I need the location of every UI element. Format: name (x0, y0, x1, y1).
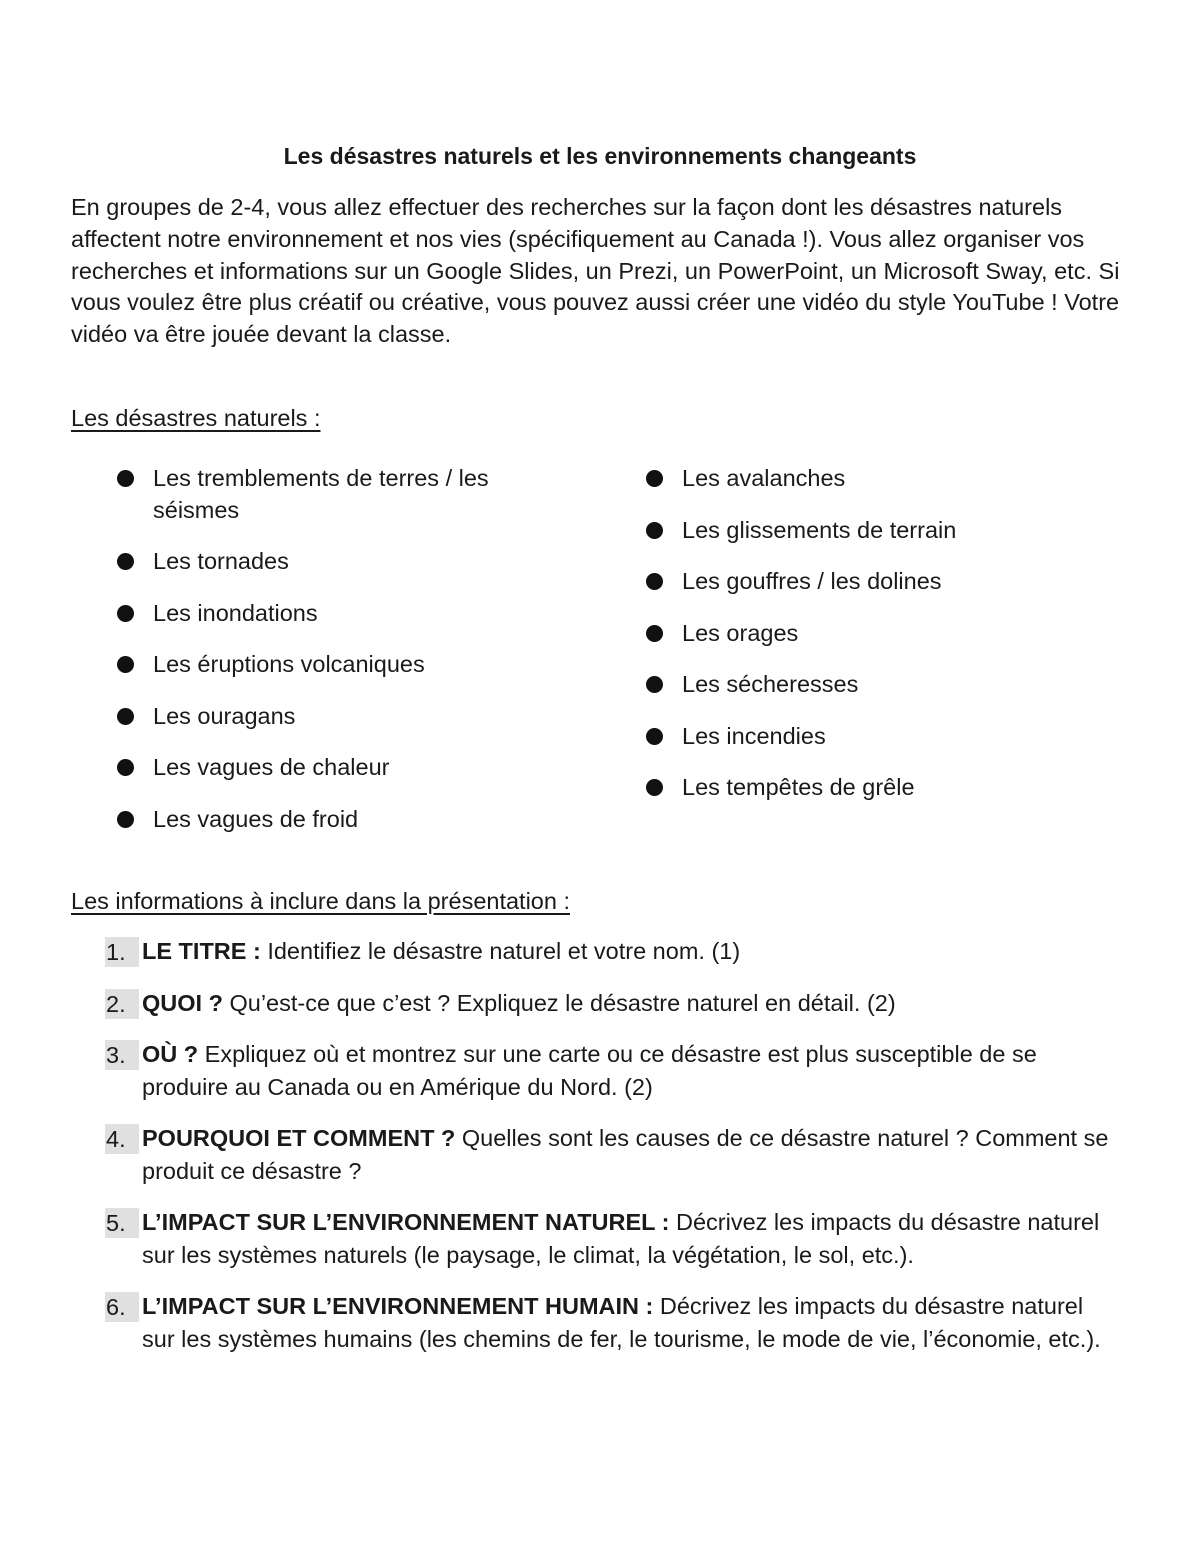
info-list (105, 935, 1115, 1355)
item-label: POURQUOI ET COMMENT ? (142, 1125, 456, 1151)
list-item-label: Les éruptions volcaniques (153, 651, 425, 677)
bullet-icon (646, 676, 663, 693)
bullet-icon (117, 811, 134, 828)
list-number: 6. (105, 1292, 139, 1322)
item-text: Qu’est-ce que c’est ? Expliquez le désastre naturel en détail. (2) (222, 989, 896, 1016)
item-text: Quelles sont les causes de ce désastre naturel ? Comment se produit ce désastre ? (142, 1125, 1109, 1184)
disasters-list-right (646, 462, 1086, 803)
list-item (105, 987, 1115, 1020)
list-item (646, 720, 1086, 752)
list-item-label: Les avalanches (682, 465, 846, 491)
list-item (105, 1206, 1115, 1271)
item-label: L’IMPACT SUR L’ENVIRONNEMENT HUMAIN : (142, 1293, 654, 1319)
list-item-label: Les sécheresses (682, 671, 859, 697)
list-item (646, 617, 1086, 649)
list-item (646, 514, 1086, 546)
item-text: Décrivez les impacts du désastre naturel sur les systèmes naturels (le paysage, le climat, la végétation, le sol, etc.). (142, 1209, 1100, 1268)
list-number: 5. (105, 1208, 139, 1238)
list-item (105, 1038, 1115, 1103)
intro-paragraph: En groupes de 2-4, vous allez effectuer des recherches sur la façon dont les désastres naturels affectent notre environnement et nos vies (spécifiquement au Canada !). Vous allez organiser vos recherches et informations sur un Google Slides, un Prezi, un PowerPoint, un Microsoft Sway, etc. Si vous voulez être plus créatif ou créative, vous pouvez aussi créer une vidéo du style YouTube ! Votre vidéo va être jouée devant la classe. (71, 194, 1120, 348)
bullet-icon (646, 728, 663, 745)
list-item (646, 771, 1086, 803)
list-item (117, 700, 557, 732)
disasters-list-left (117, 462, 557, 835)
item-label: LE TITRE : (142, 938, 261, 964)
bullet-icon (646, 573, 663, 590)
list-item (117, 751, 557, 783)
list-item-label: Les inondations (153, 600, 318, 626)
list-item (646, 462, 1086, 494)
bullet-icon (117, 553, 134, 570)
list-item-label: Les tempêtes de grêle (682, 774, 915, 800)
list-item-label: Les orages (682, 620, 799, 646)
info-heading: Les informations à inclure dans la présentation : (71, 888, 571, 914)
item-label: QUOI ? (142, 989, 223, 1016)
list-item-label: Les incendies (682, 723, 826, 749)
bullet-icon (646, 779, 663, 796)
item-text: Décrivez les impacts du désastre naturel sur les systèmes humains (les chemins de fer, le tourisme, le mode de vie, l’économie, etc.). (142, 1293, 1101, 1352)
document-title: Les désastres naturels et les environnements changeants (283, 143, 917, 169)
list-item-label: Les tornades (153, 548, 289, 574)
list-item (105, 1290, 1115, 1355)
list-number: 3. (105, 1040, 139, 1070)
bullet-icon (646, 470, 663, 487)
list-item (117, 648, 557, 680)
list-item (105, 935, 1115, 968)
list-item-label: Les vagues de froid (153, 806, 359, 832)
list-item (646, 668, 1086, 700)
bullet-icon (117, 605, 134, 622)
list-item-label: Les vagues de chaleur (153, 754, 390, 780)
list-item-label: Les gouffres / les dolines (682, 568, 942, 594)
list-item (646, 565, 1086, 597)
item-text: Identifiez le désastre naturel et votre nom. (1) (260, 938, 741, 964)
item-label: L’IMPACT SUR L’ENVIRONNEMENT NATUREL : (142, 1209, 670, 1235)
bullet-icon (117, 759, 134, 776)
disasters-heading: Les désastres naturels : (71, 405, 321, 431)
list-number: 4. (105, 1124, 139, 1154)
list-number: 2. (105, 989, 139, 1019)
list-item-label: Les tremblements de terres / les séismes (153, 465, 489, 523)
list-item-label: Les ouragans (153, 703, 296, 729)
list-item (117, 462, 557, 526)
list-item-label: Les glissements de terrain (682, 517, 957, 543)
list-number: 1. (105, 937, 139, 967)
list-item (117, 597, 557, 629)
item-label: OÙ ? (142, 1041, 199, 1067)
item-text: Expliquez où et montrez sur une carte ou ce désastre est plus susceptible de se produire au Canada ou en Amérique du Nord. (2) (142, 1041, 1037, 1100)
bullet-icon (646, 522, 663, 539)
list-item (105, 1122, 1115, 1187)
bullet-icon (117, 708, 134, 725)
bullet-icon (117, 470, 134, 487)
list-item (117, 803, 557, 835)
bullet-icon (646, 625, 663, 642)
bullet-icon (117, 656, 134, 673)
list-item (117, 545, 557, 577)
